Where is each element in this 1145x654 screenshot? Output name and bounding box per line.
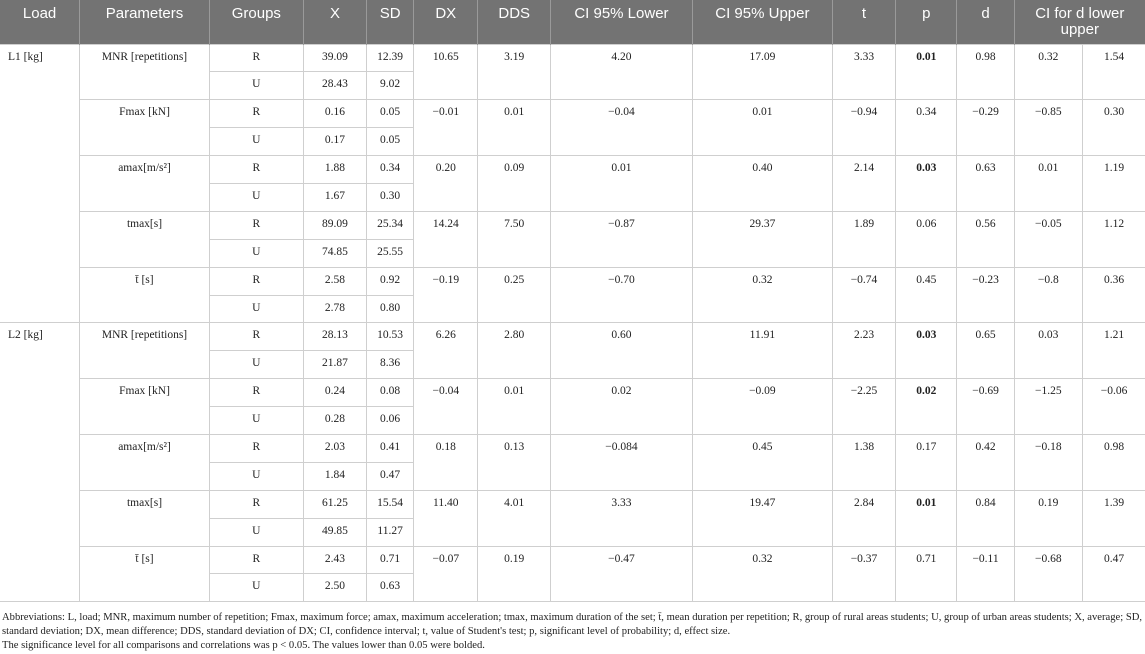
ci-d-upper-cell: 1.39 bbox=[1083, 490, 1145, 546]
ci-upper-cell: −0.09 bbox=[692, 379, 832, 435]
sd-cell: 0.05 bbox=[367, 100, 414, 128]
column-header: d bbox=[957, 0, 1014, 44]
mean-cell: 1.84 bbox=[303, 462, 366, 490]
ci-d-upper-cell: 0.30 bbox=[1083, 100, 1145, 156]
group-cell: R bbox=[209, 44, 303, 72]
p-cell: 0.34 bbox=[896, 100, 957, 156]
column-header: p bbox=[896, 0, 957, 44]
parameter-cell: amax[m/s²] bbox=[80, 156, 210, 212]
dds-cell: 2.80 bbox=[478, 323, 551, 379]
ci-upper-cell: 11.91 bbox=[692, 323, 832, 379]
sd-cell: 10.53 bbox=[367, 323, 414, 351]
mean-cell: 74.85 bbox=[303, 239, 366, 267]
ci-upper-cell: 0.01 bbox=[692, 100, 832, 156]
group-cell: U bbox=[209, 407, 303, 435]
d-cell: 0.63 bbox=[957, 156, 1014, 212]
mean-cell: 2.78 bbox=[303, 295, 366, 323]
mean-cell: 2.50 bbox=[303, 574, 366, 602]
group-cell: R bbox=[209, 490, 303, 518]
parameter-cell: MNR [repetitions] bbox=[80, 44, 210, 100]
ci-d-upper-cell: 1.21 bbox=[1083, 323, 1145, 379]
ci-upper-cell: 0.45 bbox=[692, 434, 832, 490]
sd-cell: 9.02 bbox=[367, 72, 414, 100]
table-row bbox=[0, 100, 1145, 128]
t-cell: 3.33 bbox=[832, 44, 895, 100]
abbreviations-note: Abbreviations: L, load; MNR, maximum number of repetition; Fmax, maximum force; amax, maximum acceleration; tmax, maximum duration of the set; t̄, mean duration per repetition; R, group of rural areas students; U, group of urban areas students; X, average; SD, standard deviation; DX, mean difference; DDS, standard deviation of DX; CI, confidence interval; t, value of Student's test; p, significant level of probability; d, effect size. bbox=[2, 612, 1143, 637]
ci-d-lower-cell: −0.85 bbox=[1014, 100, 1082, 156]
group-cell: U bbox=[209, 295, 303, 323]
column-header: Load bbox=[0, 0, 80, 44]
dds-cell: 0.25 bbox=[478, 267, 551, 323]
ci-d-lower-cell: −0.05 bbox=[1014, 211, 1082, 267]
sd-cell: 0.41 bbox=[367, 434, 414, 462]
table-row bbox=[0, 490, 1145, 518]
p-cell-value: 0.02 bbox=[916, 385, 937, 398]
dx-cell: 0.20 bbox=[414, 156, 478, 212]
ci-upper-cell: 0.32 bbox=[692, 546, 832, 602]
table-footnotes bbox=[0, 611, 1142, 653]
group-cell: U bbox=[209, 183, 303, 211]
t-cell: 1.89 bbox=[832, 211, 895, 267]
ci-d-upper-cell: −0.06 bbox=[1083, 379, 1145, 435]
group-cell: U bbox=[209, 239, 303, 267]
p-cell-value: 0.03 bbox=[916, 162, 937, 175]
group-cell: U bbox=[209, 518, 303, 546]
p-cell bbox=[896, 44, 957, 100]
column-header: Parameters bbox=[80, 0, 210, 44]
table-row bbox=[0, 546, 1145, 574]
table-row bbox=[0, 267, 1145, 295]
p-cell bbox=[896, 323, 957, 379]
group-cell: R bbox=[209, 434, 303, 462]
group-cell: R bbox=[209, 267, 303, 295]
ci-d-upper-cell: 0.36 bbox=[1083, 267, 1145, 323]
ci-d-lower-cell: −0.8 bbox=[1014, 267, 1082, 323]
load-cell: L1 [kg] bbox=[0, 44, 80, 323]
d-cell: 0.84 bbox=[957, 490, 1014, 546]
p-cell-value: 0.01 bbox=[916, 496, 937, 509]
dx-cell: 14.24 bbox=[414, 211, 478, 267]
mean-cell: 0.16 bbox=[303, 100, 366, 128]
sd-cell: 0.05 bbox=[367, 128, 414, 156]
ci-lower-cell: 3.33 bbox=[550, 490, 692, 546]
mean-cell: 2.43 bbox=[303, 546, 366, 574]
sd-cell: 0.63 bbox=[367, 574, 414, 602]
ci-d-upper-cell: 1.54 bbox=[1083, 44, 1145, 100]
dds-cell: 0.01 bbox=[478, 379, 551, 435]
column-header: CI 95% Lower bbox=[550, 0, 692, 44]
ci-lower-cell: 0.01 bbox=[550, 156, 692, 212]
mean-cell: 28.13 bbox=[303, 323, 366, 351]
group-cell: U bbox=[209, 72, 303, 100]
sd-cell: 0.08 bbox=[367, 379, 414, 407]
mean-cell: 21.87 bbox=[303, 351, 366, 379]
d-cell: 0.42 bbox=[957, 434, 1014, 490]
sd-cell: 0.06 bbox=[367, 407, 414, 435]
mean-cell: 28.43 bbox=[303, 72, 366, 100]
mean-cell: 0.28 bbox=[303, 407, 366, 435]
dds-cell: 7.50 bbox=[478, 211, 551, 267]
parameter-cell: MNR [repetitions] bbox=[80, 323, 210, 379]
ci-upper-cell: 19.47 bbox=[692, 490, 832, 546]
dds-cell: 0.01 bbox=[478, 100, 551, 156]
mean-cell: 1.67 bbox=[303, 183, 366, 211]
dx-cell: −0.04 bbox=[414, 379, 478, 435]
parameter-cell: amax[m/s²] bbox=[80, 434, 210, 490]
t-cell: −2.25 bbox=[832, 379, 895, 435]
ci-d-lower-cell: 0.19 bbox=[1014, 490, 1082, 546]
load-cell: L2 [kg] bbox=[0, 323, 80, 602]
dx-cell: −0.07 bbox=[414, 546, 478, 602]
sd-cell: 25.55 bbox=[367, 239, 414, 267]
parameter-cell: t̄ [s] bbox=[80, 267, 210, 323]
dx-cell: −0.19 bbox=[414, 267, 478, 323]
p-cell: 0.45 bbox=[896, 267, 957, 323]
dx-cell: 0.18 bbox=[414, 434, 478, 490]
dds-cell: 0.19 bbox=[478, 546, 551, 602]
d-cell: 0.65 bbox=[957, 323, 1014, 379]
column-header: t bbox=[832, 0, 895, 44]
dx-cell: 10.65 bbox=[414, 44, 478, 100]
ci-upper-cell: 17.09 bbox=[692, 44, 832, 100]
t-cell: −0.74 bbox=[832, 267, 895, 323]
group-cell: R bbox=[209, 100, 303, 128]
sd-cell: 0.92 bbox=[367, 267, 414, 295]
column-header: X bbox=[303, 0, 366, 44]
p-cell: 0.71 bbox=[896, 546, 957, 602]
parameter-cell: Fmax [kN] bbox=[80, 100, 210, 156]
d-cell: −0.69 bbox=[957, 379, 1014, 435]
ci-lower-cell: −0.47 bbox=[550, 546, 692, 602]
t-cell: 2.23 bbox=[832, 323, 895, 379]
sd-cell: 25.34 bbox=[367, 211, 414, 239]
d-cell: 0.98 bbox=[957, 44, 1014, 100]
sd-cell: 0.30 bbox=[367, 183, 414, 211]
ci-lower-cell: 0.60 bbox=[550, 323, 692, 379]
mean-cell: 1.88 bbox=[303, 156, 366, 184]
ci-lower-cell: 0.02 bbox=[550, 379, 692, 435]
mean-cell: 61.25 bbox=[303, 490, 366, 518]
sd-cell: 11.27 bbox=[367, 518, 414, 546]
table-row bbox=[0, 379, 1145, 407]
t-cell: 2.14 bbox=[832, 156, 895, 212]
group-cell: R bbox=[209, 323, 303, 351]
ci-d-lower-cell: 0.03 bbox=[1014, 323, 1082, 379]
d-cell: −0.11 bbox=[957, 546, 1014, 602]
d-cell: 0.56 bbox=[957, 211, 1014, 267]
group-cell: R bbox=[209, 379, 303, 407]
sd-cell: 0.34 bbox=[367, 156, 414, 184]
column-header: DX bbox=[414, 0, 478, 44]
mean-cell: 0.17 bbox=[303, 128, 366, 156]
column-header: Groups bbox=[209, 0, 303, 44]
table-row bbox=[0, 211, 1145, 239]
table-row bbox=[0, 434, 1145, 462]
ci-d-lower-cell: 0.32 bbox=[1014, 44, 1082, 100]
dds-cell: 0.09 bbox=[478, 156, 551, 212]
parameter-cell: tmax[s] bbox=[80, 211, 210, 267]
column-header: DDS bbox=[478, 0, 551, 44]
ci-d-upper-cell: 1.19 bbox=[1083, 156, 1145, 212]
group-cell: R bbox=[209, 211, 303, 239]
group-cell: R bbox=[209, 546, 303, 574]
group-cell: U bbox=[209, 574, 303, 602]
sd-cell: 0.47 bbox=[367, 462, 414, 490]
p-cell: 0.17 bbox=[896, 434, 957, 490]
ci-d-upper-cell: 0.98 bbox=[1083, 434, 1145, 490]
t-cell: 2.84 bbox=[832, 490, 895, 546]
d-cell: −0.29 bbox=[957, 100, 1014, 156]
ci-lower-cell: −0.04 bbox=[550, 100, 692, 156]
mean-cell: 89.09 bbox=[303, 211, 366, 239]
sd-cell: 12.39 bbox=[367, 44, 414, 72]
sd-cell: 0.80 bbox=[367, 295, 414, 323]
ci-d-upper-cell: 1.12 bbox=[1083, 211, 1145, 267]
d-cell: −0.23 bbox=[957, 267, 1014, 323]
p-cell bbox=[896, 156, 957, 212]
mean-cell: 2.03 bbox=[303, 434, 366, 462]
table-body bbox=[0, 44, 1145, 602]
parameter-cell: Fmax [kN] bbox=[80, 379, 210, 435]
group-cell: U bbox=[209, 128, 303, 156]
dds-cell: 0.13 bbox=[478, 434, 551, 490]
group-cell: U bbox=[209, 351, 303, 379]
group-cell: R bbox=[209, 156, 303, 184]
parameter-cell: t̄ [s] bbox=[80, 546, 210, 602]
ci-upper-cell: 0.40 bbox=[692, 156, 832, 212]
column-header: CI for d lower upper bbox=[1014, 0, 1145, 44]
sd-cell: 8.36 bbox=[367, 351, 414, 379]
ci-d-lower-cell: −0.68 bbox=[1014, 546, 1082, 602]
mean-cell: 0.24 bbox=[303, 379, 366, 407]
group-cell: U bbox=[209, 462, 303, 490]
ci-lower-cell: −0.87 bbox=[550, 211, 692, 267]
dds-cell: 4.01 bbox=[478, 490, 551, 546]
table-row bbox=[0, 44, 1145, 72]
dx-cell: −0.01 bbox=[414, 100, 478, 156]
mean-cell: 39.09 bbox=[303, 44, 366, 72]
mean-cell: 49.85 bbox=[303, 518, 366, 546]
ci-upper-cell: 29.37 bbox=[692, 211, 832, 267]
table-row bbox=[0, 323, 1145, 351]
ci-d-lower-cell: 0.01 bbox=[1014, 156, 1082, 212]
dx-cell: 6.26 bbox=[414, 323, 478, 379]
p-cell-value: 0.01 bbox=[916, 50, 937, 63]
column-header: SD bbox=[367, 0, 414, 44]
t-cell: −0.37 bbox=[832, 546, 895, 602]
sd-cell: 15.54 bbox=[367, 490, 414, 518]
t-cell: −0.94 bbox=[832, 100, 895, 156]
ci-d-upper-cell: 0.47 bbox=[1083, 546, 1145, 602]
ci-lower-cell: 4.20 bbox=[550, 44, 692, 100]
ci-lower-cell: −0.084 bbox=[550, 434, 692, 490]
p-cell-value: 0.03 bbox=[916, 329, 937, 342]
parameter-cell: tmax[s] bbox=[80, 490, 210, 546]
p-cell bbox=[896, 379, 957, 435]
sd-cell: 0.71 bbox=[367, 546, 414, 574]
mean-cell: 2.58 bbox=[303, 267, 366, 295]
t-cell: 1.38 bbox=[832, 434, 895, 490]
ci-lower-cell: −0.70 bbox=[550, 267, 692, 323]
dds-cell: 3.19 bbox=[478, 44, 551, 100]
dx-cell: 11.40 bbox=[414, 490, 478, 546]
ci-d-lower-cell: −1.25 bbox=[1014, 379, 1082, 435]
ci-upper-cell: 0.32 bbox=[692, 267, 832, 323]
column-header: CI 95% Upper bbox=[692, 0, 832, 44]
ci-d-lower-cell: −0.18 bbox=[1014, 434, 1082, 490]
table-row bbox=[0, 156, 1145, 184]
p-cell bbox=[896, 490, 957, 546]
header-row bbox=[0, 0, 1145, 44]
significance-note: The significance level for all comparisons and correlations was p < 0.05. The values lower than 0.05 were bolded. bbox=[2, 640, 485, 651]
p-cell: 0.06 bbox=[896, 211, 957, 267]
